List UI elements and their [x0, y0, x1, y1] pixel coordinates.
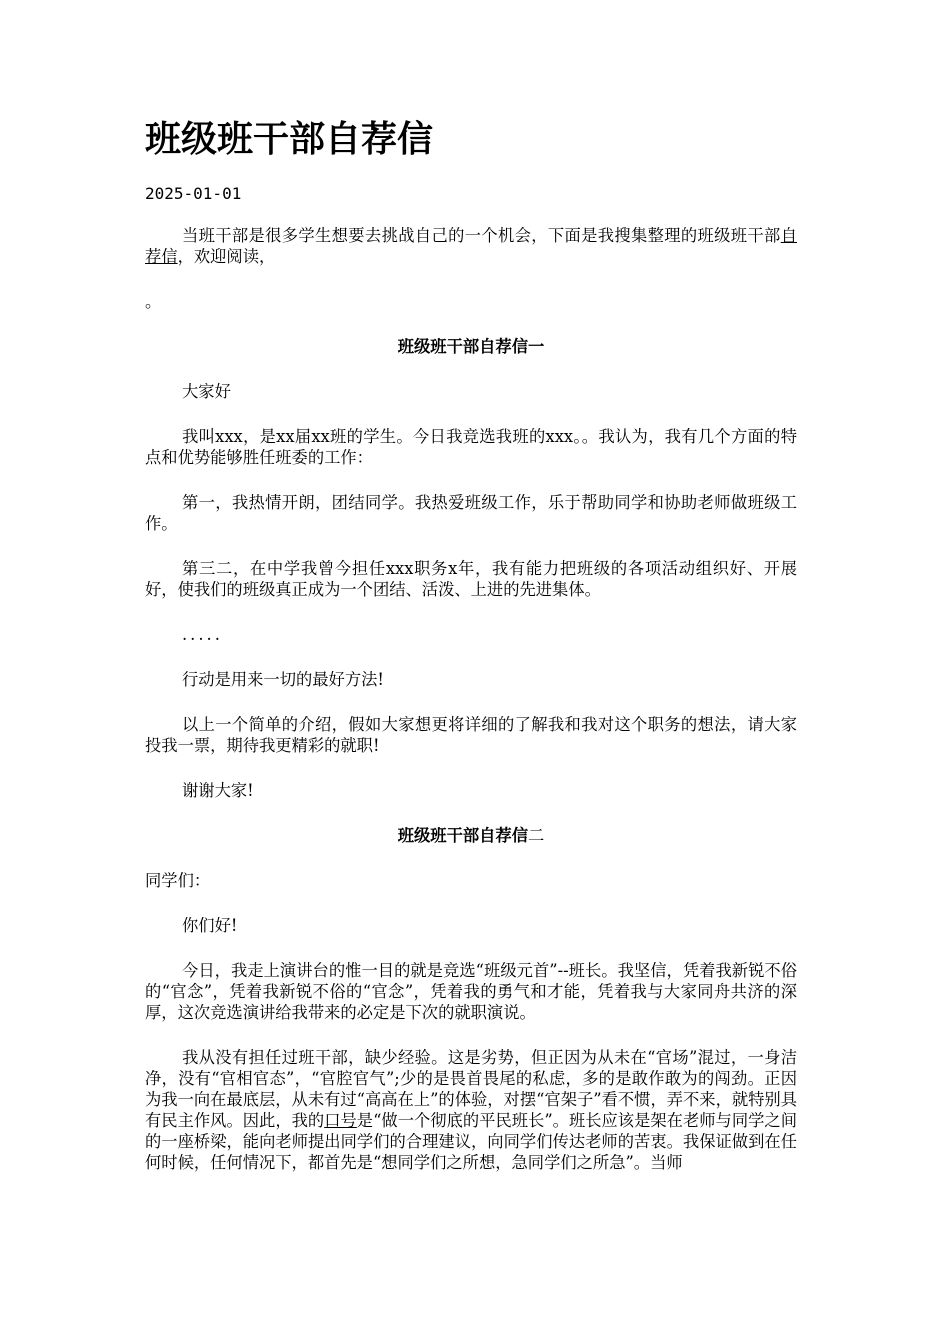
document-body	[145, 225, 797, 1197]
letter1-closing: 谢谢大家!	[182, 781, 254, 800]
letter2-heading-text: 班级班干部自荐信	[397, 826, 528, 845]
letter2-paragraph-text-end: 是“做一个彻底的平民班长”。班长应该是架在老师与同学之间的一座桥梁，能向老师提出同学们的合理建议，向同学们传达老师的苦衷。我保证做到在任何时候，任何情况下，都首先是“想同学们之所想，急同学们之所急”。当师	[145, 1111, 797, 1172]
letter1-heading: 班级班干部自荐信一	[397, 337, 545, 356]
self-recommendation-letter-link[interactable]: 自荐信	[145, 226, 797, 266]
letter2-salutation: 同学们：	[145, 871, 211, 890]
document-title: 班级班干部自荐信	[145, 119, 434, 160]
letter2-heading-suffix: 二	[527, 826, 545, 845]
document-date: 2025-01-01	[145, 184, 242, 203]
intro-text-end: ，欢迎阅读，	[177, 247, 276, 266]
letter1-paragraph: 我叫xxx，是xx届xx班的学生。今日我竞选我班的xxx。。我认为，我有几个方面的特点和优势能够胜任班委的工作：	[145, 427, 797, 467]
letter1-paragraph: 行动是用来一切的最好方法!	[182, 670, 384, 689]
letter1-ellipsis: .....	[182, 625, 223, 644]
letter1-paragraph: 以上一个简单的介绍，假如大家想更将详细的了解我和我对这个职务的想法，请大家投我一票，期待我更精彩的就职!	[145, 715, 797, 755]
letter2-paragraph-text: 我从没有担任过班干部，缺少经验。这是劣势，但正因为从未在“官场”混过，一身洁净，没有“官相官态”，“官腔官气”;少的是畏首畏尾的私虑，多的是敢作敢为的闯劲。正因为我一向在最底层，从未有过“高高在上”的体验，对摆“官架子”看不惯，弄不来，就特别具有民主作风。因此，我的	[145, 1048, 797, 1130]
letter2-greeting: 你们好!	[182, 916, 238, 935]
letter2-paragraph: 今日，我走上演讲台的惟一目的就是竞选“班级元首”--班长。我坚信，凭着我新锐不俗的“官念”，凭着我新锐不俗的“官念”，凭着我的勇气和才能，凭着我与大家同舟共济的深厚，这次竞选演讲给我带来的必定是下次的就职演说。	[145, 961, 797, 1022]
intro-trailing: 。	[145, 292, 162, 311]
intro-text: 当班干部是很多学生想要去挑战自己的一个机会，下面是我搜集整理的班级班干部	[182, 226, 781, 245]
slogan-link[interactable]: 口号	[324, 1111, 357, 1130]
letter1-paragraph: 第三二，在中学我曾今担任xxx职务x年，我有能力把班级的各项活动组织好、开展好，使我们的班级真正成为一个团结、活泼、上进的先进集体。	[145, 559, 797, 599]
intro-paragraph	[145, 225, 797, 267]
letter2-paragraph	[145, 1047, 797, 1173]
letter1-paragraph: 第一，我热情开朗，团结同学。我热爱班级工作，乐于帮助同学和协助老师做班级工作。	[145, 493, 797, 533]
letter1-greeting: 大家好	[182, 382, 231, 401]
letter2-heading	[145, 825, 797, 846]
